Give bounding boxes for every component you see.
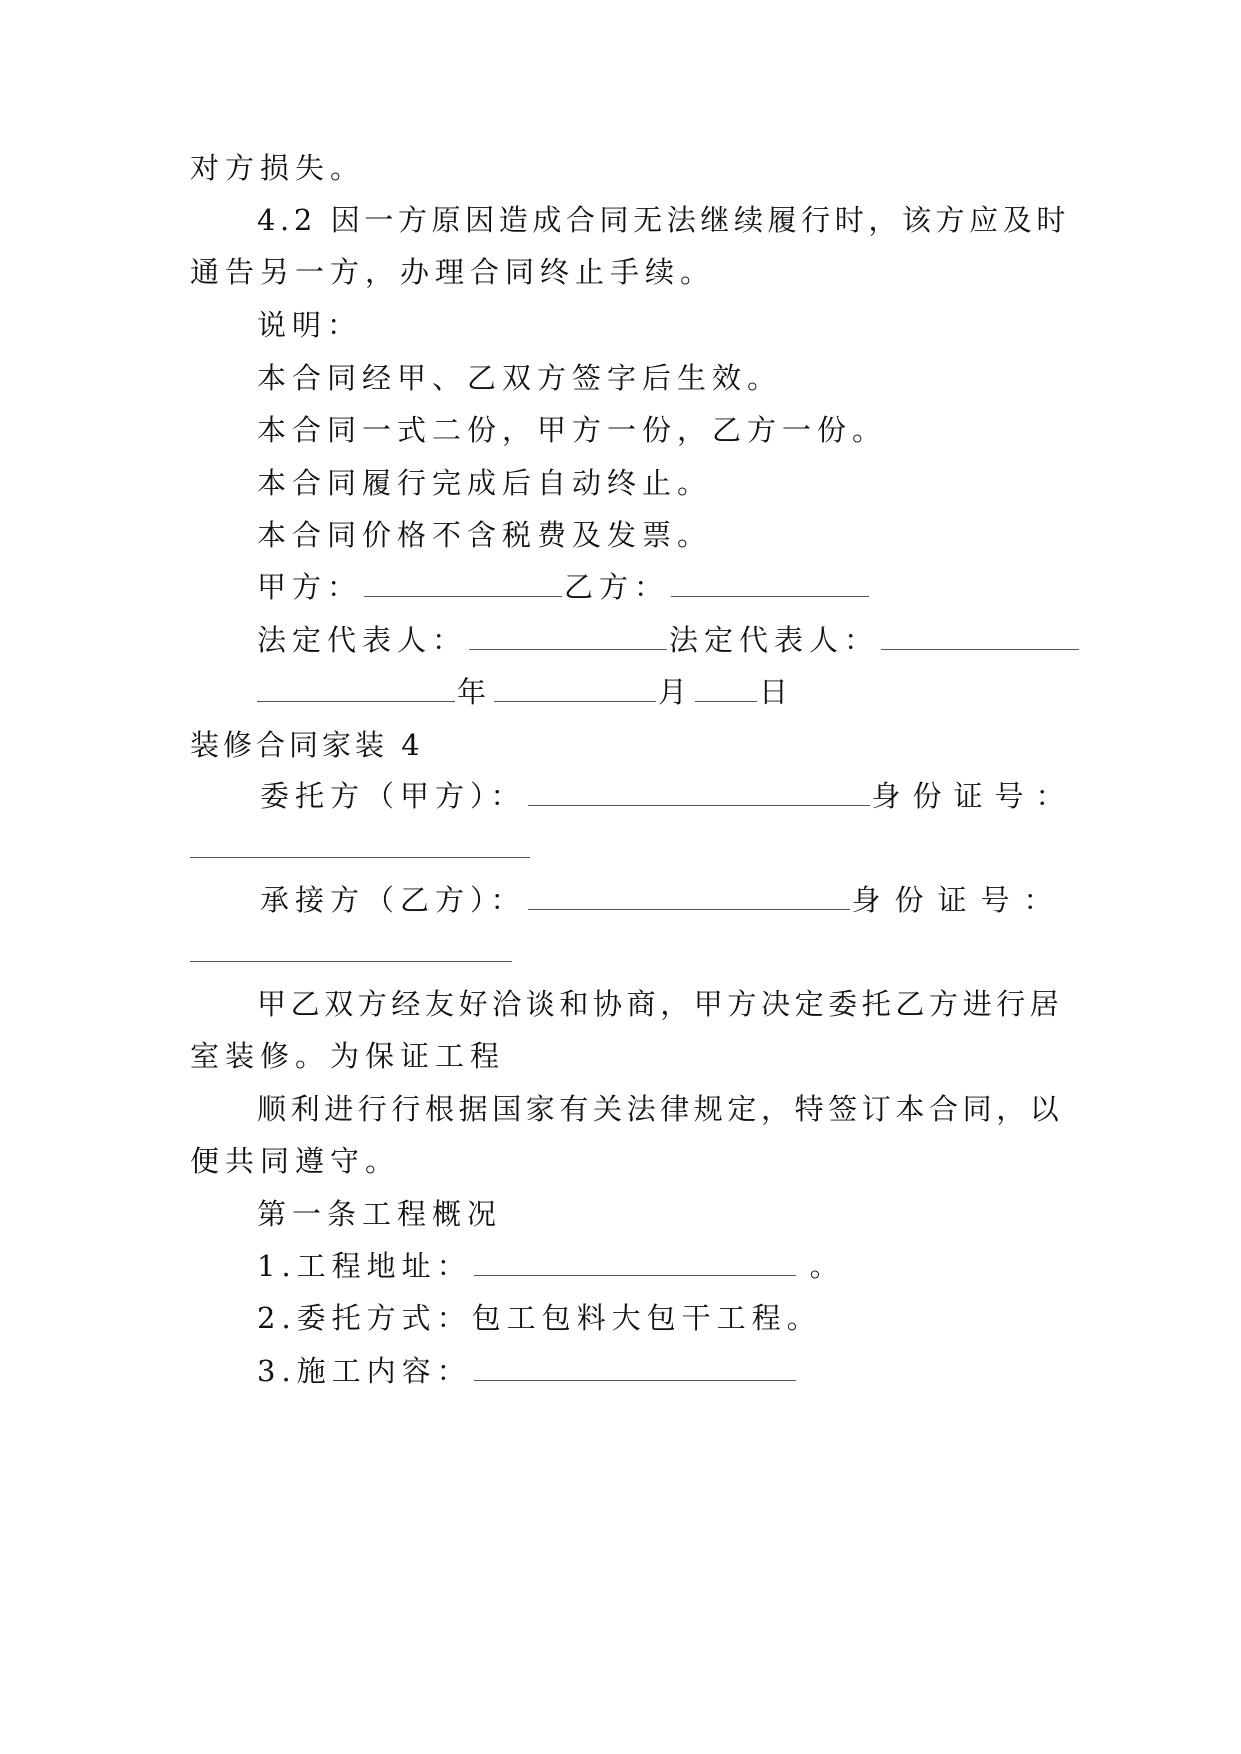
text-line: 本合同经甲、乙双方签字后生效。	[257, 361, 783, 395]
year-label: 年	[457, 675, 493, 709]
construction-content-label: 3.施工内容：	[257, 1354, 472, 1388]
year-blank[interactable]	[257, 673, 455, 702]
month-label: 月	[658, 675, 694, 709]
section-title: 装修合同家装 4	[190, 728, 424, 762]
day-blank[interactable]	[695, 673, 757, 702]
construction-content-row	[257, 1351, 1127, 1391]
rep-b-blank[interactable]	[881, 621, 1079, 650]
rep-b-label: 法定代表人：	[669, 623, 880, 657]
rep-a-label: 法定代表人：	[257, 623, 468, 657]
contractor-id-blank[interactable]	[190, 960, 512, 962]
month-blank[interactable]	[494, 673, 656, 702]
address-label: 1.工程地址：	[257, 1249, 472, 1283]
client-id-blank[interactable]	[190, 856, 530, 858]
text-line: 说明：	[257, 308, 363, 342]
client-label: 委托方（甲方）：	[260, 779, 526, 813]
address-blank[interactable]	[474, 1247, 796, 1276]
article-title: 第一条工程概况	[257, 1197, 503, 1231]
text-line: 通告另一方，办理合同终止手续。	[190, 255, 716, 289]
party-a-label: 甲方：	[257, 570, 363, 604]
text-line: 本合同履行完成后自动终止。	[257, 466, 713, 500]
address-row	[257, 1246, 1127, 1286]
text-line: 甲乙双方经友好洽谈和协商，甲方决定委托乙方进行居	[257, 987, 1064, 1021]
contractor-label: 承接方（乙方）：	[260, 883, 526, 917]
client-name-blank[interactable]	[528, 777, 870, 806]
rep-a-blank[interactable]	[469, 621, 667, 650]
text-line: 对方损失。	[190, 151, 366, 185]
text-line: 室装修。为保证工程	[190, 1039, 506, 1073]
construction-content-blank[interactable]	[474, 1352, 796, 1381]
text-line: 2.委托方式：包工包料大包干工程。	[257, 1301, 822, 1335]
party-signature-row	[257, 567, 1127, 607]
date-row	[257, 672, 1127, 712]
text-line: 4.2 因一方原因造成合同无法继续履行时，该方应及时	[257, 203, 1070, 237]
party-b-blank[interactable]	[671, 568, 869, 597]
text-line: 便共同遵守。	[190, 1144, 401, 1178]
contractor-row	[260, 880, 1130, 920]
party-a-blank[interactable]	[364, 568, 562, 597]
address-end: 。	[809, 1249, 845, 1283]
contractor-name-blank[interactable]	[528, 881, 850, 910]
text-line: 顺利进行行根据国家有关法律规定，特签订本合同，以	[257, 1092, 1064, 1126]
text-line: 本合同一式二份，甲方一份，乙方一份。	[257, 413, 888, 447]
client-id-label: 身份证号：	[871, 779, 1077, 813]
client-row	[260, 776, 1130, 816]
representative-row	[257, 620, 1127, 660]
day-label: 日	[759, 675, 795, 709]
party-b-label: 乙方：	[564, 570, 670, 604]
contractor-id-label: 身份证号：	[851, 883, 1067, 917]
text-line: 本合同价格不含税费及发票。	[257, 518, 713, 552]
